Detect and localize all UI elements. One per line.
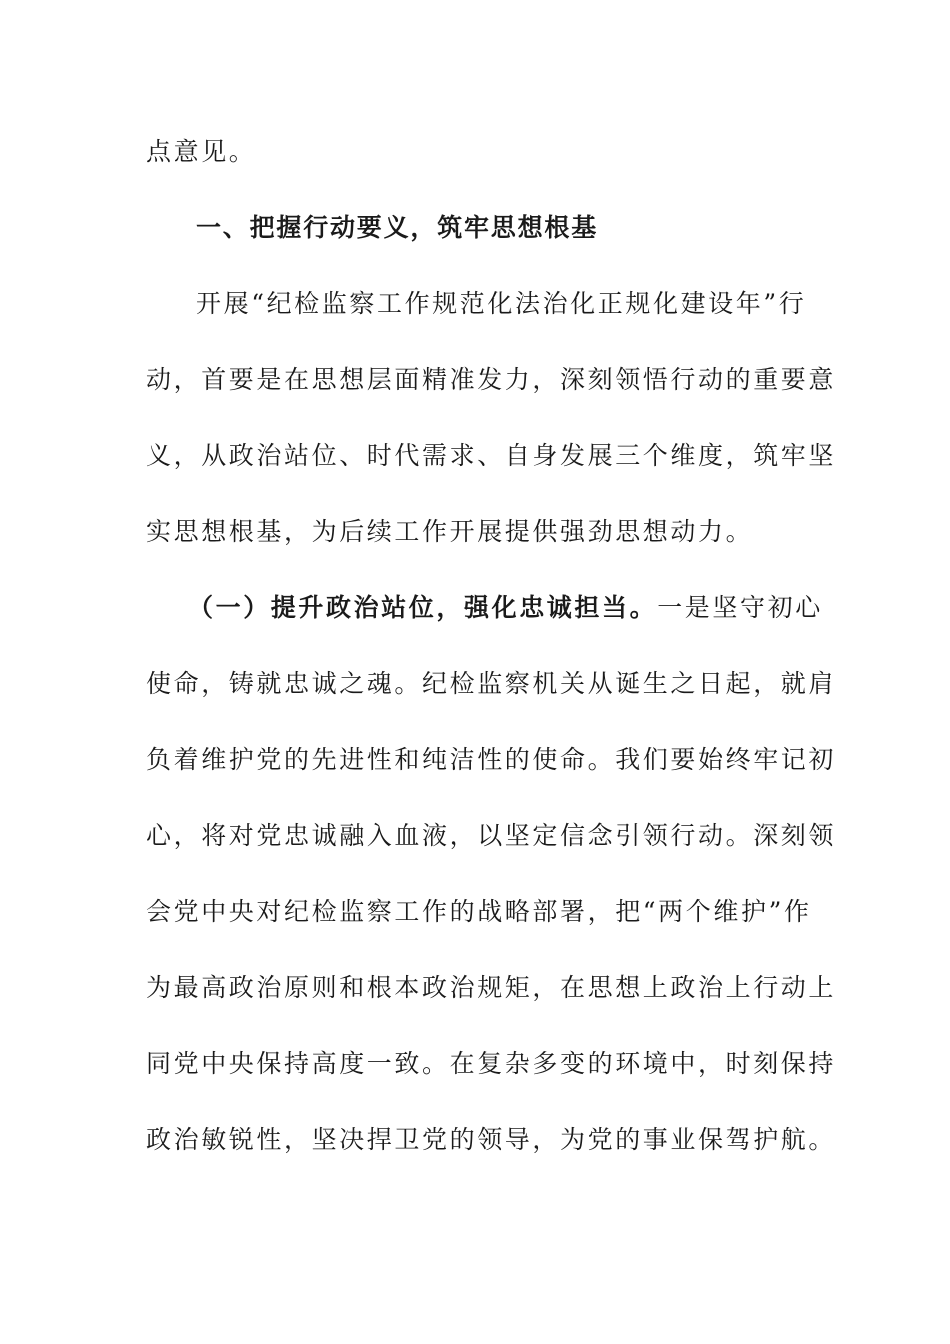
paragraph1-line-2: 动，首要是在思想层面精准发力，深刻领悟行动的重要意 — [146, 365, 837, 394]
continuation-line: 点意见。 — [146, 137, 257, 166]
paragraph1-line-4: 实思想根基，为后续工作开展提供强劲思想动力。 — [146, 517, 754, 546]
paragraph2-line-1 — [188, 591, 823, 625]
paragraph2-line-8: 政治敏锐性，坚决捍卫党的领导，为党的事业保驾护航。 — [146, 1125, 837, 1154]
paragraph2-line-4: 心，将对党忠诚融入血液，以坚定信念引领行动。深刻领 — [146, 821, 837, 850]
paragraph2-line-2: 使命，铸就忠诚之魂。纪检监察机关从诞生之日起，就肩 — [146, 669, 837, 698]
paragraph2-line-3: 负着维护党的先进性和纯洁性的使命。我们要始终牢记初 — [146, 745, 837, 774]
section-heading: 一、把握行动要义，筑牢思想根基 — [196, 213, 599, 242]
paragraph1-line-1: 开展“纪检监察工作规范化法治化正规化建设年”行 — [196, 289, 807, 318]
paragraph2-line-7: 同党中央保持高度一致。在复杂多变的环境中，时刻保持 — [146, 1049, 837, 1078]
paragraph2-line-6: 为最高政治原则和根本政治规矩，在思想上政治上行动上 — [146, 973, 837, 1002]
paragraph1-line-3: 义，从政治站位、时代需求、自身发展三个维度，筑牢坚 — [146, 441, 837, 470]
paragraph2-first-rest: 一是坚守初心 — [657, 593, 823, 622]
paragraph2-line-5: 会党中央对纪检监察工作的战略部署，把“两个维护”作 — [146, 897, 812, 926]
subheading: （一）提升政治站位，强化忠诚担当。 — [188, 593, 658, 622]
